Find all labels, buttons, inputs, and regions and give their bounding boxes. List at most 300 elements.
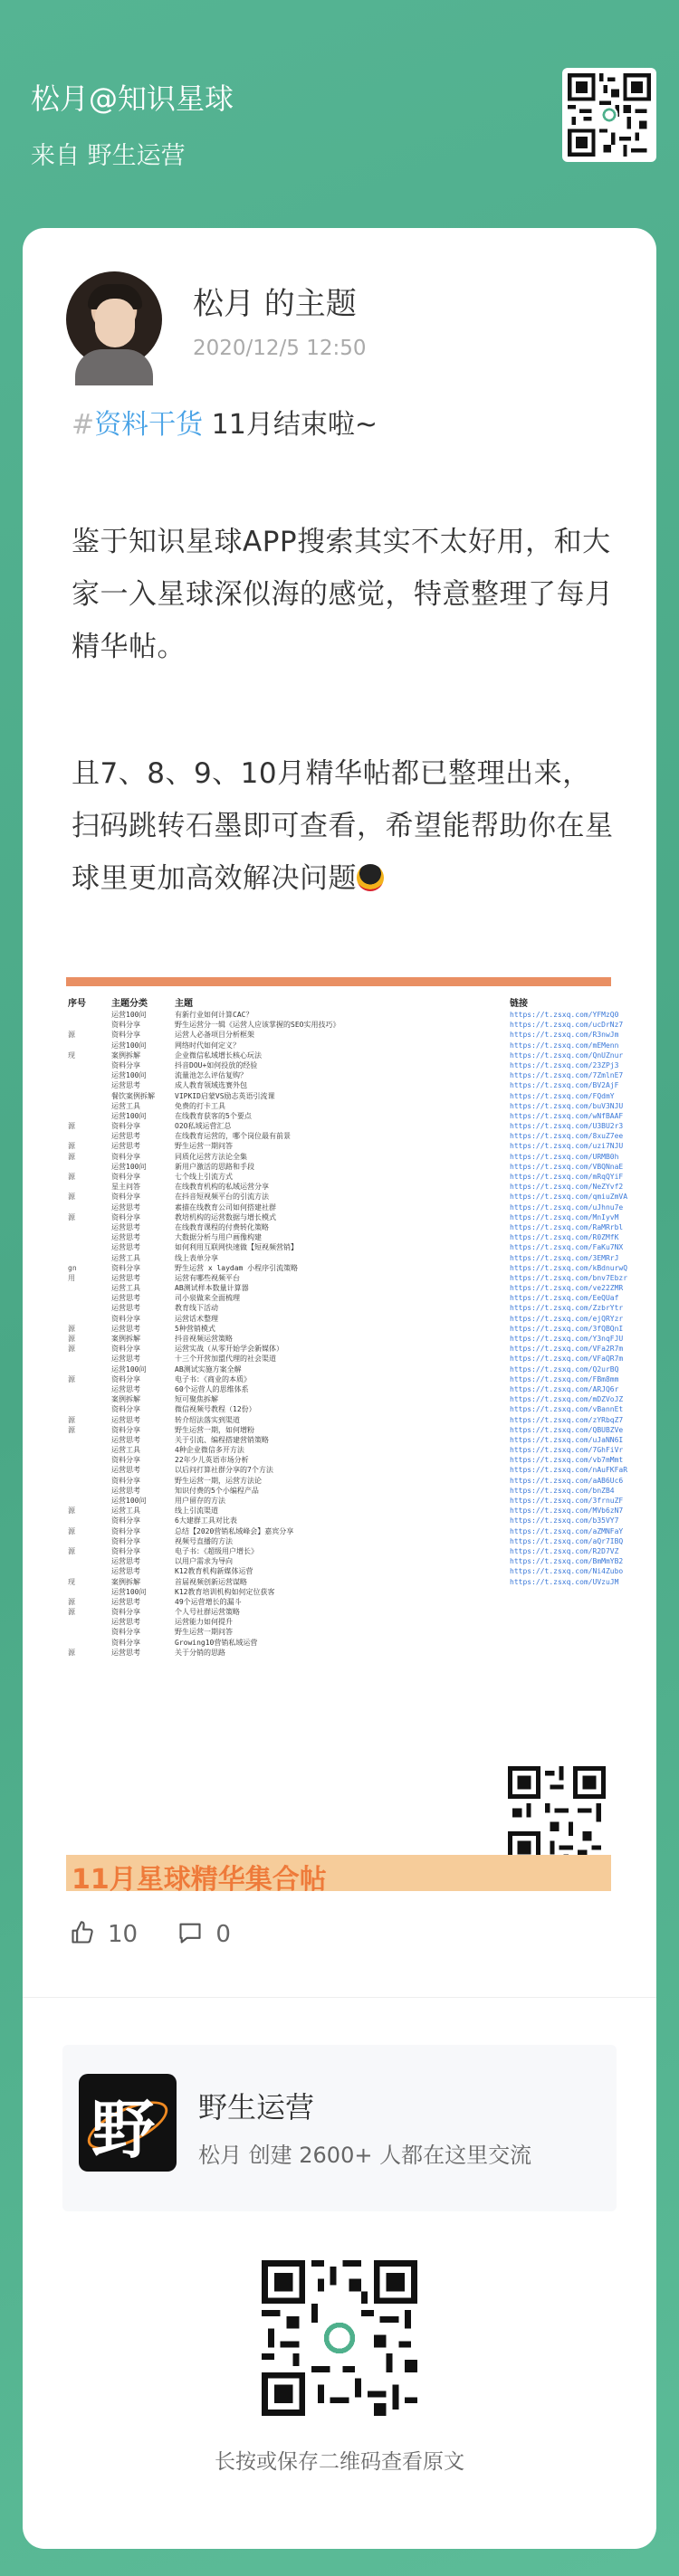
row-category: 资料分享 (111, 1031, 140, 1040)
post-paragraph-1: 鉴于知识星球APP搜索其实不太好用，和大家一入星球深似海的感觉，特意整理了每月精华帖。 (72, 526, 614, 663)
comment-count: 0 (215, 1921, 231, 1948)
row-category: 运营100问 (111, 1162, 147, 1171)
row-link[interactable]: https://t.zsxq.com/vBannEt (510, 1405, 624, 1414)
row-topic: 教育线下活动 (175, 1304, 218, 1313)
row-link[interactable]: https://t.zsxq.com/mRqQYiF (510, 1173, 624, 1181)
row-link[interactable]: https://t.zsxq.com/mDZVoJZ (510, 1395, 624, 1404)
row-topic: 电子书：《超级用户增长》 (175, 1546, 258, 1555)
row-topic: 在抖音短视频平台的引流方法 (175, 1193, 269, 1202)
row-topic: 视频号直播的方法 (175, 1536, 233, 1545)
table-row (66, 1536, 624, 1546)
comment-button[interactable] (177, 1920, 231, 1948)
tag-line (72, 402, 378, 442)
row-category: 运营思考 (111, 1618, 140, 1627)
row-category: 资料分享 (111, 1476, 140, 1485)
table-row (66, 1263, 628, 1273)
row-link[interactable]: https://t.zsxq.com/ZzbrYtr (510, 1304, 624, 1313)
row-link[interactable]: https://t.zsxq.com/MnIyvM (510, 1212, 619, 1221)
row-category: 运营思考 (111, 1597, 140, 1606)
comment-icon (177, 1920, 203, 1945)
row-category: 资料分享 (111, 1060, 140, 1069)
table-row (66, 1303, 624, 1313)
row-topic: 运营话术整理 (175, 1314, 218, 1323)
row-category: 运营思考 (111, 1142, 140, 1151)
row-topic: K12教育培训机构如何定位获客 (175, 1587, 275, 1596)
row-topic: 野生运营一期问答 (175, 1628, 233, 1637)
row-topic: 流量池怎么评估复购？ (175, 1071, 247, 1080)
row-category: 资料分享 (111, 1425, 140, 1434)
row-topic: 关于分销的思路 (175, 1648, 225, 1657)
row-number: 源 (68, 1507, 75, 1516)
row-link[interactable]: https://t.zsxq.com/7GhFiVr (510, 1446, 624, 1455)
row-category: 运营思考 (111, 1435, 140, 1444)
table-row (66, 1101, 624, 1111)
row-link[interactable]: https://t.zsxq.com/ARJQ6r (510, 1384, 619, 1393)
bottom-qr-code[interactable] (262, 2260, 417, 2416)
row-link[interactable]: https://t.zsxq.com/uzi7NJU (510, 1142, 624, 1151)
row-link[interactable]: https://t.zsxq.com/aQr7IBQ (510, 1536, 624, 1545)
row-category: 运营思考 (111, 1486, 140, 1495)
row-topic: 运营人必备项目分析框架 (175, 1031, 254, 1040)
table-row (66, 1152, 619, 1162)
row-topic: 4种企业微信多开方法 (175, 1446, 244, 1455)
like-button[interactable] (70, 1920, 138, 1948)
row-link[interactable]: https://t.zsxq.com/BV2AjF (510, 1081, 619, 1090)
row-topic: 在线教育机构的私域运营分享 (175, 1183, 269, 1192)
row-topic: Growing10营销私域运营 (175, 1638, 258, 1647)
row-link[interactable]: https://t.zsxq.com/R2D7VZ (510, 1546, 619, 1555)
row-link[interactable]: https://t.zsxq.com/b35VY7 (510, 1516, 619, 1526)
table-row (66, 1162, 624, 1172)
row-link[interactable]: https://t.zsxq.com/23ZPj3 (510, 1060, 619, 1069)
row-category: 资料分享 (111, 1152, 140, 1161)
row-topic: 5种营销模式 (175, 1324, 215, 1333)
table-row (66, 1435, 624, 1445)
row-category: 运营思考 (111, 1466, 140, 1475)
row-number: 源 (68, 1345, 75, 1354)
row-topic: 电子书：《商业的本质》 (175, 1374, 251, 1383)
table-row (66, 1070, 624, 1080)
row-category: 资料分享 (111, 1456, 140, 1465)
row-topic: 野生运营一期，运营方法论 (175, 1476, 262, 1485)
row-category: 运营思考 (111, 1355, 140, 1364)
row-topic: 成人教育领域选赛外包 (175, 1081, 247, 1090)
row-number: 源 (68, 1526, 75, 1535)
row-number: 源 (68, 1648, 75, 1657)
row-number: 现 (68, 1577, 75, 1586)
table-row (66, 1344, 624, 1354)
row-category: 运营思考 (111, 1567, 140, 1576)
row-category: 运营思考 (111, 1415, 140, 1424)
row-category: 资料分享 (111, 1536, 140, 1545)
row-topic: 如何利用互联网快速做【短视频营销】 (175, 1243, 298, 1252)
table-row (66, 1384, 619, 1394)
row-link[interactable]: https://t.zsxq.com/RaMRrbl (510, 1222, 624, 1231)
row-category: 运营思考 (111, 1081, 140, 1090)
qr-code-icon (568, 73, 651, 157)
row-topic: VIPKID启蒙VS励志英语引流课 (175, 1091, 275, 1100)
row-category: 资料分享 (111, 1546, 140, 1555)
row-category: 运营100问 (111, 1364, 147, 1374)
table-row (66, 1010, 619, 1020)
row-category: 资料分享 (111, 1263, 140, 1272)
sheet-qr-code (508, 1766, 606, 1864)
table-row (66, 1080, 619, 1090)
row-topic: 新用户激活的思路和手段 (175, 1162, 254, 1171)
post-datetime: 2020/12/5 12:50 (193, 337, 367, 360)
footer-hint: 长按或保存二维码查看原文 (215, 2450, 464, 2474)
row-link[interactable]: https://t.zsxq.com/3fQBQnI (510, 1324, 624, 1333)
row-category: 运营工具 (111, 1101, 140, 1110)
table-row (66, 1212, 619, 1222)
planet-logo-glyph: 野 (91, 2092, 155, 2167)
avatar-shirt (75, 349, 153, 385)
row-link[interactable]: https://t.zsxq.com/ejQRYzr (510, 1314, 624, 1323)
table-row (66, 1091, 615, 1101)
row-link[interactable]: https://t.zsxq.com/Y3nqFJU (510, 1335, 624, 1343)
row-number: 源 (68, 1031, 75, 1040)
row-link[interactable]: https://t.zsxq.com/ve22ZMR (510, 1284, 624, 1293)
row-topic: 野生运营一期问答 (175, 1142, 233, 1151)
row-topic: 运营实战（从零开始学会新媒体） (175, 1345, 283, 1354)
table-row (66, 1455, 624, 1465)
row-link[interactable]: https://t.zsxq.com/FaKu7NX (510, 1243, 624, 1252)
row-link[interactable]: https://t.zsxq.com/MVb6zN7 (510, 1507, 624, 1516)
row-topic: AB测试样本数量计算器 (175, 1284, 249, 1293)
row-number: 源 (68, 1324, 75, 1333)
row-topic: 总结【2020营销私域峰会】嘉宾分享 (175, 1526, 294, 1535)
row-topic: 微信视频号教程（12份） (175, 1405, 256, 1414)
row-category: 运营思考 (111, 1294, 140, 1303)
row-category: 资料分享 (111, 1193, 140, 1202)
row-topic: 在线教育运营的，哪个岗位最有前景 (175, 1132, 291, 1141)
row-topic: 关于引流、编程搭建营销策略 (175, 1435, 269, 1444)
row-category: 资料分享 (111, 1374, 140, 1383)
row-category: 案例拆解 (111, 1335, 140, 1343)
row-topic: 个人号社群运营策略 (175, 1608, 240, 1617)
row-link[interactable]: https://t.zsxq.com/vb7mMmt (510, 1456, 624, 1465)
table-row (66, 1394, 624, 1404)
row-topic: K12教育机构新媒体运营 (175, 1567, 253, 1576)
row-category: 运营思考 (111, 1243, 140, 1252)
planet-owner-title: 松月@知识星球 (31, 81, 234, 116)
row-category: 运营思考 (111, 1132, 140, 1141)
author-title[interactable]: 松月 的主题 (193, 286, 357, 322)
row-category: 运营100问 (111, 1497, 147, 1505)
row-topic: 运营有哪些视频平台 (175, 1273, 240, 1282)
row-topic: 野生运营分一辑《运营人应该掌握的SEO实用技巧》 (175, 1021, 340, 1030)
row-category: 运营100问 (111, 1011, 147, 1019)
row-number: 源 (68, 1173, 75, 1181)
sheet-footer-label: 11月星球精华集合帖 (72, 1864, 327, 1896)
table-row (66, 1577, 619, 1587)
post-paragraph-2 (72, 747, 615, 905)
table-row (66, 1111, 624, 1121)
row-link[interactable]: https://t.zsxq.com/R3nwJm (510, 1031, 619, 1040)
row-link[interactable]: https://t.zsxq.com/URMB0h (510, 1152, 619, 1161)
row-topic: O2O私域运营汇总 (175, 1122, 232, 1131)
row-topic: 大数据分析与用户画像构建 (175, 1233, 262, 1242)
row-category: 案例拆解 (111, 1395, 140, 1404)
row-link[interactable]: https://t.zsxq.com/3EMRrJ (510, 1253, 619, 1262)
table-row (66, 1232, 619, 1242)
row-topic: 用户留存的方法 (175, 1497, 225, 1505)
row-topic: 线上表单分享 (175, 1253, 218, 1262)
row-link[interactable]: https://t.zsxq.com/QnUZnur (510, 1050, 624, 1060)
row-topic: 野生运营 x laydam 小程序引流策略 (175, 1263, 299, 1272)
row-link[interactable]: https://t.zsxq.com/qmiuZmVA (510, 1193, 628, 1202)
row-topic: 线上引流渠道 (175, 1507, 218, 1516)
table-row (66, 1546, 619, 1556)
row-link[interactable]: https://t.zsxq.com/uJaNN6I (510, 1435, 624, 1444)
row-topic: 司小泉做来全面梳理 (175, 1294, 240, 1303)
hash-symbol: # (72, 409, 95, 441)
row-link[interactable]: https://t.zsxq.com/VFaQR7m (510, 1355, 624, 1364)
sheet-header-category: 主题分类 (111, 999, 148, 1009)
table-row (66, 1476, 624, 1486)
row-topic: 以用户需求为导向 (175, 1557, 233, 1566)
row-category: 餐饮案例拆解 (111, 1091, 155, 1100)
table-row (66, 1486, 615, 1496)
table-row (66, 1030, 619, 1040)
row-category: 运营思考 (111, 1233, 140, 1242)
sheet-header-link: 链接 (510, 999, 528, 1009)
row-link[interactable]: https://t.zsxq.com/VFa2R7m (510, 1345, 624, 1354)
row-topic: 七个线上引流方式 (175, 1173, 233, 1181)
row-number: 源 (68, 1335, 75, 1343)
row-category: 运营100问 (111, 1071, 147, 1080)
row-link[interactable]: https://t.zsxq.com/Q2urBQ (510, 1364, 619, 1374)
row-number: 源 (68, 1152, 75, 1161)
row-number: 源 (68, 1212, 75, 1221)
row-category: 运营工具 (111, 1284, 140, 1293)
table-row (66, 1506, 624, 1516)
table-row (66, 1273, 628, 1283)
table-row (66, 1283, 624, 1293)
row-category: 资料分享 (111, 1212, 140, 1221)
table-row (66, 1556, 624, 1566)
row-category: 案例拆解 (111, 1050, 140, 1060)
avatar[interactable] (66, 271, 162, 367)
row-category: 星主问答 (111, 1183, 140, 1192)
row-topic: AB测试实施方案全解 (175, 1364, 242, 1374)
table-row (66, 1060, 619, 1070)
row-link[interactable]: https://t.zsxq.com/aZMNFaY (510, 1526, 624, 1535)
table-row (66, 1374, 619, 1384)
row-link[interactable]: https://t.zsxq.com/NeZYvf2 (510, 1183, 624, 1192)
table-row (66, 1202, 624, 1212)
row-link[interactable]: https://t.zsxq.com/bnv7Ebzr (510, 1273, 628, 1282)
qr-code-icon (262, 2260, 417, 2416)
row-category: 运营思考 (111, 1324, 140, 1333)
row-link[interactable]: https://t.zsxq.com/mEMenn (510, 1041, 619, 1050)
row-category: 资料分享 (111, 1314, 140, 1323)
table-row (66, 1638, 611, 1648)
sheet-header-topic: 主题 (175, 999, 193, 1009)
row-topic: 6大建群工具对比表 (175, 1516, 237, 1526)
row-number: 用 (68, 1273, 75, 1282)
row-link[interactable]: https://t.zsxq.com/YFMzQ0 (510, 1011, 619, 1019)
table-row (66, 1587, 611, 1597)
row-topic: 49个运营增长的漏斗 (175, 1597, 242, 1606)
row-category: 资料分享 (111, 1173, 140, 1181)
qr-code-icon (508, 1766, 606, 1864)
row-number: 源 (68, 1193, 75, 1202)
row-category: 资料分享 (111, 1526, 140, 1535)
table-row (66, 1050, 624, 1060)
table-row (66, 1293, 619, 1303)
row-link[interactable]: https://t.zsxq.com/VBQNnaE (510, 1162, 624, 1171)
row-link[interactable]: https://t.zsxq.com/BmMmYB2 (510, 1557, 624, 1566)
interaction-stats (70, 1920, 263, 1956)
row-link[interactable]: https://t.zsxq.com/aAB6Uc6 (510, 1476, 624, 1485)
row-link[interactable]: https://t.zsxq.com/R0ZMfK (510, 1233, 619, 1242)
row-link[interactable]: https://t.zsxq.com/nAuFKFaR (510, 1466, 628, 1475)
row-link[interactable]: https://t.zsxq.com/buV3NJU (510, 1101, 624, 1110)
row-link[interactable]: https://t.zsxq.com/kBdnurwQ (510, 1263, 628, 1272)
row-category: 运营100问 (111, 1041, 147, 1050)
row-topic: 素描在线教育公司如何搭建社群 (175, 1202, 276, 1212)
sheet-footer-banner (66, 1855, 611, 1896)
table-row (66, 1334, 624, 1344)
penguin-emoji-icon (357, 864, 384, 891)
row-category: 资料分享 (111, 1405, 140, 1414)
row-number: 源 (68, 1374, 75, 1383)
row-category: 运营思考 (111, 1222, 140, 1231)
table-row (66, 1020, 624, 1030)
divider (23, 1997, 656, 1998)
table-row (66, 1617, 611, 1627)
row-number: 源 (68, 1597, 75, 1606)
tag-link[interactable]: 资料干货 (94, 409, 204, 441)
table-row (66, 1496, 624, 1506)
row-link[interactable]: https://t.zsxq.com/FBm8mm (510, 1374, 619, 1383)
row-category: 运营思考 (111, 1384, 140, 1393)
table-row (66, 1182, 624, 1192)
row-category: 运营100问 (111, 1587, 147, 1596)
row-category: 运营100问 (111, 1111, 147, 1120)
row-topic: 在线教育课程的付费转化策略 (175, 1222, 269, 1231)
row-category: 资料分享 (111, 1608, 140, 1617)
row-category: 运营工具 (111, 1253, 140, 1262)
planet-description: 松月 创建 2600+ 人都在这里交流 (198, 2143, 532, 2168)
row-link[interactable]: https://t.zsxq.com/7ZmlnE7 (510, 1071, 624, 1080)
row-topic: 首届视频创新运营谋略 (175, 1577, 247, 1586)
table-row (66, 1597, 611, 1607)
row-category: 运营思考 (111, 1648, 140, 1657)
table-row (66, 1445, 624, 1455)
row-link[interactable]: https://t.zsxq.com/U3BU2r3 (510, 1122, 624, 1131)
row-topic: 在线教育获客的5个要点 (175, 1111, 252, 1120)
sheet-rows (66, 1010, 628, 1658)
table-row (66, 1253, 619, 1263)
row-link[interactable]: https://t.zsxq.com/bnZB4 (510, 1486, 615, 1495)
row-topic: 网络时代如何定义？ (175, 1041, 240, 1050)
table-row (66, 1141, 624, 1151)
row-link[interactable]: https://t.zsxq.com/wNfBAAF (510, 1111, 624, 1120)
row-link[interactable]: https://t.zsxq.com/ucDrNz7 (510, 1021, 624, 1030)
table-row (66, 1324, 624, 1334)
planet-logo (79, 2074, 177, 2172)
row-topic: 有新行业如何计算CAC？ (175, 1011, 253, 1019)
row-category: 运营工具 (111, 1446, 140, 1455)
row-category: 资料分享 (111, 1516, 140, 1526)
row-category: 资料分享 (111, 1122, 140, 1131)
table-row (66, 1242, 624, 1252)
table-row (66, 1131, 624, 1141)
row-link[interactable]: https://t.zsxq.com/QBUBZVe (510, 1425, 624, 1434)
table-row (66, 1121, 624, 1131)
row-topic: 以后问打算社群分享的7个方法 (175, 1466, 273, 1475)
row-link[interactable]: https://t.zsxq.com/FQdmY (510, 1091, 615, 1100)
table-row (66, 1425, 624, 1435)
row-topic: 知识付费的5个小编程产品 (175, 1486, 259, 1495)
row-number: 源 (68, 1142, 75, 1151)
row-number: gn (68, 1263, 77, 1272)
row-number: 源 (68, 1122, 75, 1131)
row-number: 源 (68, 1546, 75, 1555)
avatar-face (95, 299, 135, 347)
post-paragraph-2-text: 且7、8、9、10月精华帖都已整理出来，扫码跳转石墨即可查看，希望能帮助你在星球里更加高效解决问题 (72, 757, 614, 895)
row-number: 源 (68, 1425, 75, 1434)
row-topic: 抖音DOU+如何投放的经验 (175, 1060, 258, 1069)
sheet-header-no: 序号 (68, 999, 86, 1009)
row-category: 运营思考 (111, 1202, 140, 1212)
row-link[interactable]: https://t.zsxq.com/3frnuZF (510, 1497, 624, 1505)
row-link[interactable]: https://t.zsxq.com/8xuZ7ee (510, 1132, 624, 1141)
row-topic: 运营能力如何提升 (175, 1618, 233, 1627)
row-category: 运营工具 (111, 1507, 140, 1516)
row-topic: 抖音视频运营策略 (175, 1335, 233, 1343)
row-topic: 免费的打卡工具 (175, 1101, 225, 1110)
row-topic: 十三个开营加盟代理的社会渠道 (175, 1355, 276, 1364)
table-row (66, 1526, 624, 1536)
header-qr-code[interactable] (562, 68, 656, 162)
table-row (66, 1041, 619, 1050)
row-link[interactable]: https://t.zsxq.com/zYRbqZ7 (510, 1415, 624, 1424)
table-row (66, 1222, 624, 1232)
planet-info-card[interactable] (62, 2045, 617, 2211)
row-topic: 转介绍法落实到渠道 (175, 1415, 240, 1424)
source-label: 来自 野生运营 (31, 142, 186, 170)
row-link[interactable]: https://t.zsxq.com/Ni4Zubo (510, 1567, 624, 1576)
row-category: 案例拆解 (111, 1577, 140, 1586)
row-link[interactable]: https://t.zsxq.com/EeQUaf (510, 1294, 619, 1303)
topic-card (23, 228, 656, 2549)
table-row (66, 1516, 619, 1526)
row-topic: 教培机构的运营数据与增长模式 (175, 1212, 276, 1221)
tag-suffix: 11月结束啦~ (203, 409, 378, 441)
row-topic: 同质化运营方法论全集 (175, 1152, 247, 1161)
row-link[interactable]: https://t.zsxq.com/uJhnu7e (510, 1202, 624, 1212)
table-row (66, 1607, 611, 1617)
table-row (66, 1566, 624, 1576)
post-image-spreadsheet[interactable] (66, 977, 628, 1896)
table-row (66, 1192, 628, 1202)
like-count: 10 (108, 1921, 139, 1948)
table-row (66, 1465, 628, 1475)
table-row (66, 1404, 624, 1414)
table-row (66, 1627, 611, 1637)
table-row (66, 1364, 619, 1374)
row-category: 运营思考 (111, 1557, 140, 1566)
row-category: 资料分享 (111, 1628, 140, 1637)
row-number: 现 (68, 1050, 75, 1060)
row-category: 资料分享 (111, 1345, 140, 1354)
row-link[interactable]: https://t.zsxq.com/UVzuJM (510, 1577, 619, 1586)
row-topic: 野生运营一期，如何增粉 (175, 1425, 254, 1434)
table-row (66, 1415, 624, 1425)
